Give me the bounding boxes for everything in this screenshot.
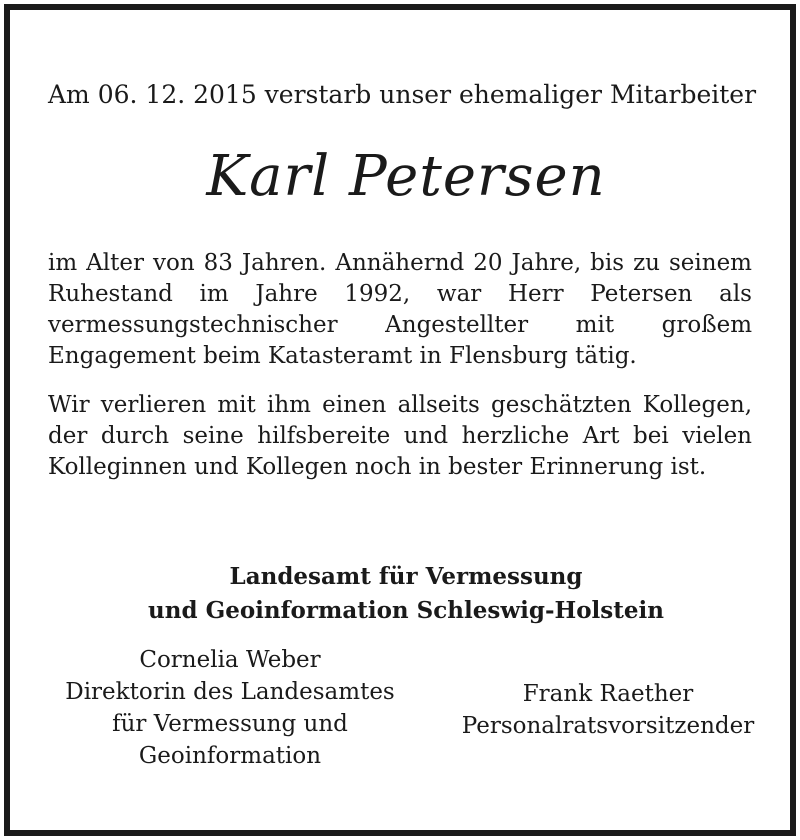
paragraph-career: im Alter von 83 Jahren. Annähernd 20 Jahre, bis zu seinem Ruhestand im Jahre 1992, war Herr Petersen als vermessungstechnischer Angestellter mit großem Engagement beim Katasteramt in Flensburg tätig. xyxy=(48,250,752,369)
organization-line-1: Landesamt für Vermessung xyxy=(229,563,583,590)
signatory-right-title-1: Personalratsvorsitzender xyxy=(461,713,755,739)
signatory-right xyxy=(426,678,790,742)
signatory-right-name: Frank Raether xyxy=(522,681,694,707)
paragraph-tribute: Wir verlieren mit ihm einen allseits geschätzten Kollegen, der durch seine hilfsbereite und herzliche Art bei vielen Kolleginnen und Kollegen noch in bester Erinnerung ist. xyxy=(48,392,752,480)
signatory-left-name: Cornelia Weber xyxy=(139,647,321,673)
signatory-left-title-2: für Vermessung und xyxy=(112,711,348,737)
organization-name xyxy=(10,560,800,628)
intro-line: Am 06. 12. 2015 verstarb unser ehemaliger Mitarbeiter xyxy=(48,80,757,109)
organization-line-2: und Geoinformation Schleswig-Holstein xyxy=(148,597,664,624)
signatory-left xyxy=(40,644,420,772)
deceased-name: Karl Petersen xyxy=(206,144,606,209)
signatory-left-title-3: Geoinformation xyxy=(138,743,322,769)
obituary-notice xyxy=(4,4,796,836)
signatory-left-title-1: Direktorin des Landesamtes xyxy=(65,679,395,705)
